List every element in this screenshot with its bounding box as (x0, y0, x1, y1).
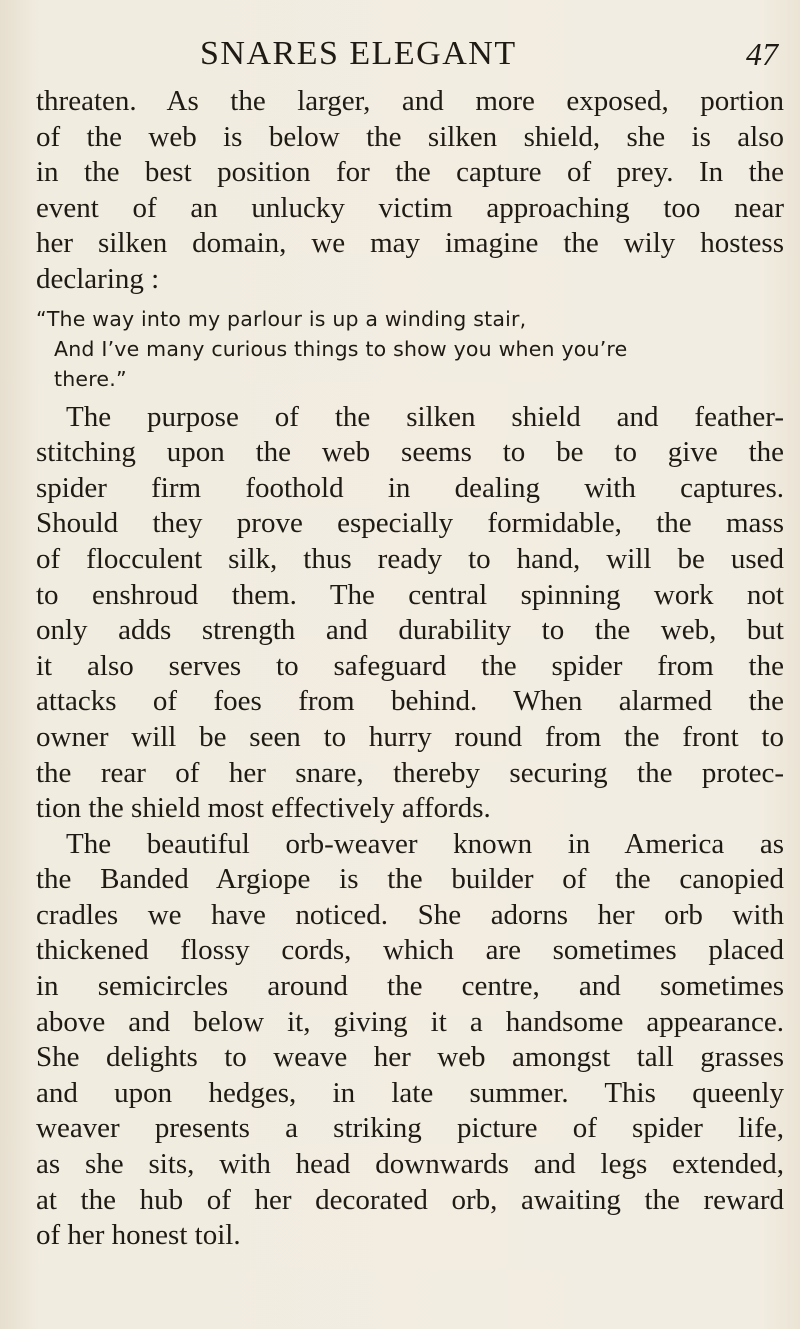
verse-line: And I’ve many curious things to show you when you’re (54, 336, 628, 361)
paragraph-3 (36, 827, 784, 1254)
text-line: to enshroud them. The central spinning work not (36, 578, 784, 611)
text-line: tion the shield most effectively affords. (36, 792, 491, 825)
text-line: and upon hedges, in late summer. This queenly (36, 1076, 784, 1109)
text-line: spider firm foothold in dealing with captures. (36, 471, 784, 504)
text-line: The purpose of the silken shield and feather- (66, 400, 784, 433)
text-line: at the hub of her decorated orb, awaiting the reward (36, 1183, 784, 1216)
verse-line: “The way into my parlour is up a winding stair, (36, 306, 527, 331)
text-line: as she sits, with head downwards and legs extended, (36, 1148, 784, 1181)
text-line: cradles we have noticed. She adorns her orb with (36, 898, 784, 931)
body-text (36, 84, 784, 1254)
paragraph-2 (36, 400, 784, 827)
text-line: above and below it, giving it a handsome appearance. (36, 1005, 784, 1038)
running-head: SNARES ELEGANT (200, 35, 517, 72)
page-number: 47 (746, 36, 778, 72)
text-line: of the web is below the silken shield, she is also (36, 120, 784, 153)
text-line: the rear of her snare, thereby securing the protec- (36, 756, 784, 789)
text-line: She delights to weave her web amongst tall grasses (36, 1041, 784, 1074)
text-line: her silken domain, we may imagine the wily hostess (36, 227, 784, 260)
text-line: owner will be seen to hurry round from the front to (36, 720, 784, 753)
text-line: in semicircles around the centre, and sometimes (36, 970, 784, 1003)
text-line: attacks of foes from behind. When alarmed the (36, 685, 784, 718)
text-line: thickened flossy cords, which are sometimes placed (36, 934, 784, 967)
text-line: of flocculent silk, thus ready to hand, will be used (36, 542, 784, 575)
text-line: threaten. As the larger, and more exposed, portion (36, 85, 784, 117)
text-line: event of an unlucky victim approaching too near (36, 191, 784, 224)
text-line: the Banded Argiope is the builder of the canopied (36, 863, 784, 896)
text-line: of her honest toil. (36, 1219, 241, 1252)
text-line: in the best position for the capture of prey. In the (36, 156, 784, 189)
page-header (0, 30, 800, 78)
text-line: it also serves to safeguard the spider from the (36, 649, 784, 682)
verse-quote (36, 304, 784, 394)
verse-line: there.” (54, 366, 127, 391)
text-line: Should they prove especially formidable, the mass (36, 507, 784, 540)
text-line: stitching upon the web seems to be to give the (36, 436, 784, 469)
paragraph-1 (36, 84, 784, 298)
text-line: declaring : (36, 262, 160, 295)
text-line: weaver presents a striking picture of spider life, (36, 1112, 784, 1145)
text-line: The beautiful orb-weaver known in America as (66, 827, 784, 860)
text-line: only adds strength and durability to the web, but (36, 614, 784, 647)
